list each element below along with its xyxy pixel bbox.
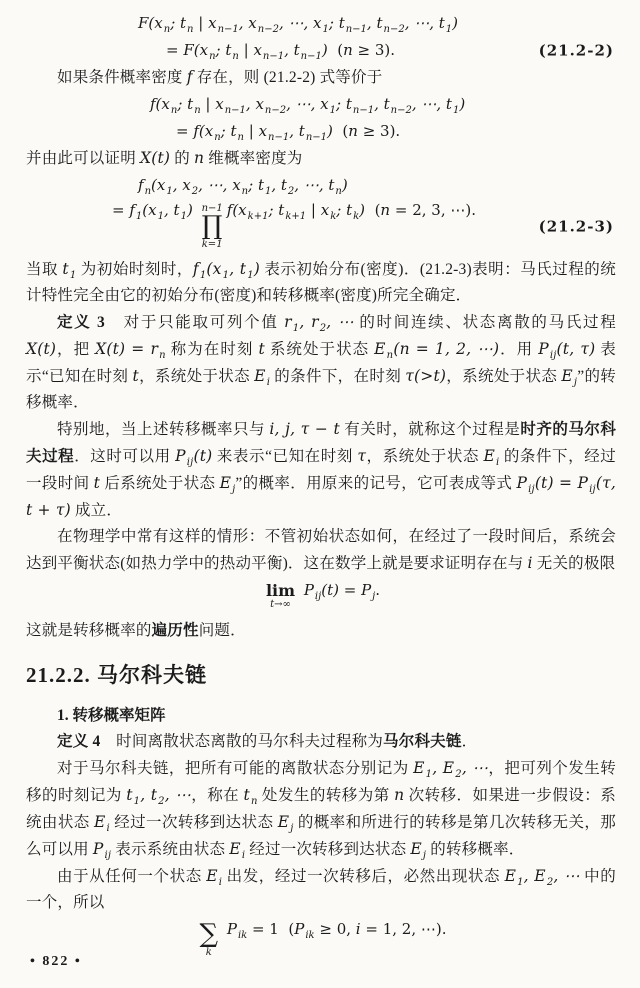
paragraph-transition-sum-intro: 由于从任何一个状态 $E_i$ 出发，经过一次转移后，必然出现状态 $E_1$, $E_2$, ⋯ 中的一个，所以	[26, 867, 616, 912]
paragraph-density-equivalence-intro: 如果条件概率密度 f 存在，则 (21.2-2) 式等价于	[57, 68, 383, 86]
formula-body: ∑ k P ik = 1 ( P ik ≥ 0, i = 1, 2, ⋯).	[199, 919, 447, 959]
equation-number: (21.2-2)	[538, 41, 614, 59]
formula-line	[26, 118, 616, 145]
formula-line	[26, 199, 616, 256]
paragraph-ergodicity: 这就是转移概率的遍历性问题．	[26, 622, 246, 640]
paragraph-markov-chain-states: 对于马尔科夫链，把所有可能的离散状态分别记为 $E_1$, $E_2$, ⋯，把可列个发生转移的时刻记为 $t_1$, $t_2$, ⋯，称在 $t_n$ 处发生的转移为第 n 次转移．如果进一步假设：系统由状态 $E_i$ 经过一次转移到达状态 $E_j$ 的概率和所进行的转移是第几次转移无关，那么可以用 $P_{ij}$ 表示系统由状态 $E_i$ 经过一次转移到达状态 $E_j$ 的转移概率．	[26, 759, 616, 862]
formula-body: = f( x n ; t n | x n−1 , t n−1 ) ( n ≥ 3).	[176, 122, 401, 143]
paragraph-definition-4: 定义 4 时间离散状态离散的马尔科夫过程称为马尔科夫链．	[57, 733, 478, 751]
formula-body: = F( x n ; t n | x n−1 , t n−1 ) ( n ≥ 3).	[166, 41, 396, 62]
page-number: • 822 •	[30, 954, 82, 969]
formula-body: f n ( x 1 , x 2 , ⋯, x n ; t 1 , t 2 , ⋯, t n )	[138, 176, 348, 197]
formula-line	[26, 916, 616, 966]
formula-n-dim-density-product	[26, 172, 616, 256]
section-heading-markov-chain: 21.2.2. 马尔科夫链	[26, 663, 207, 688]
formula-density-condition	[26, 91, 616, 145]
formula-line	[26, 37, 616, 64]
formula-body: lim t→∞ P ij (t) = P j .	[265, 580, 381, 611]
formula-body: f( x n ; t n | x n−1 , x n−2 , ⋯, x 1 ; t n−1 , t n−2 , ⋯, t 1 )	[150, 95, 466, 116]
formula-body: F( x n ; t n | x n−1 , x n−2 , ⋯, x 1 ; t n−1 , t n−2 , ⋯, t 1 )	[138, 14, 459, 35]
paragraph-n-dim-density-intro: 并由此可以证明 X(t) 的 n 维概率密度为	[26, 149, 303, 167]
formula-limit-ergodic	[26, 577, 616, 619]
paragraph-definition-3: 定义 3 对于只能取可列个值 $r_1$, $r_2$, ⋯ 的时间连续、状态离散的马氏过程 X(t)，把 $X(t) = r_n$ 称为在时刻 t 系统处于状态 $E_n(n = 1$, 2, ⋯)．用 $P_{ij}(t$, τ) 表示“已知在时刻 t，系统处于状态 $E_i$ 的条件下，在时刻 τ(>t)，系统处于状态 $E_j$”的转移概率．	[26, 312, 617, 411]
paragraph-time-homogeneous: 特别地，当上述转移概率只与 i, j, τ − t 有关时，就称这个过程是时齐的马尔科夫过程．这时可以用 $P_{ij}(t)$ 来表示“已知在时刻 τ，系统处于状态 $E_i$ 的条件下，经过一段时间 t 后系统处于状态 $E_j$”的概率．用原来的记号，它可表成等式 $P_{ij}(t) = P_{ij}(\tau$, t + τ) 成立．	[26, 419, 617, 519]
formula-body: = f 1 ( x 1 , t 1 ) n−1 ∏ k=1 f ( x k+1 ; t k+1 | x k ; t k ) ( n = 2, 3, ⋯).	[112, 201, 476, 250]
formula-line	[26, 91, 616, 118]
formula-line	[26, 10, 616, 37]
paragraph-physics-equilibrium: 在物理学中常有这样的情形：不管初始状态如何，在经过了一段时间后，系统会达到平衡状态(如热力学中的热动平衡)．这在数学上就是要求证明存在与 i 无关的极限	[26, 527, 616, 572]
formula-row-sum-one	[26, 916, 616, 966]
formula-line	[26, 577, 616, 619]
formula-line	[26, 172, 616, 199]
formula-markov-distribution-condition	[26, 10, 616, 64]
subheading-transition-matrix: 1. 转移概率矩阵	[57, 707, 166, 725]
equation-number: (21.2-3)	[538, 217, 614, 236]
paragraph-initial-distribution: 当取 $t_1$ 为初始时刻时，$f_1(x_1$, $t_1$) 表示初始分布(密度)．(21.2-3)表明：马氏过程的统计特性完全由它的初始分布(密度)和转移概率(密度)所完全确定．	[26, 259, 616, 304]
